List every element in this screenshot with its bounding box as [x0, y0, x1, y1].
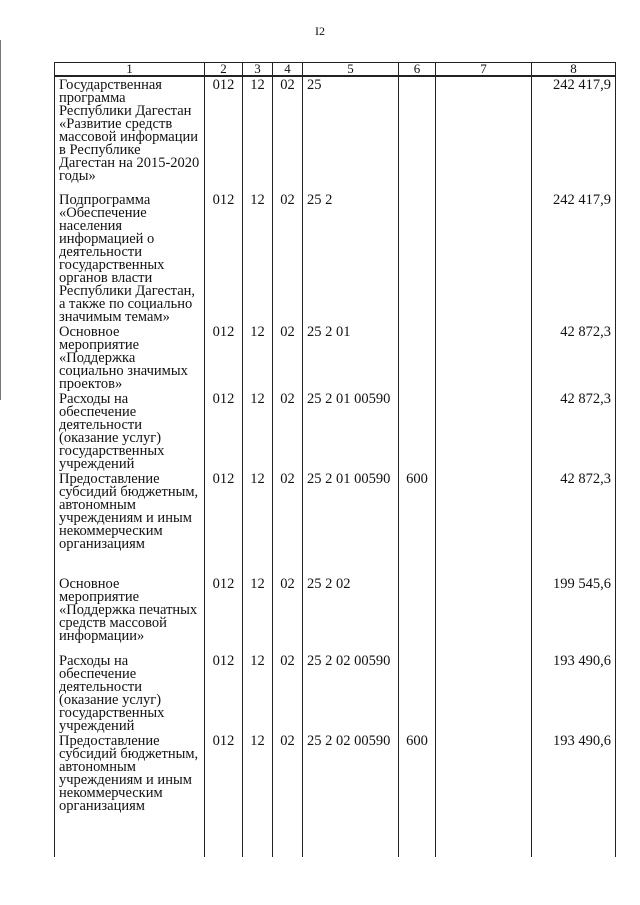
amount-value: 42 872,3	[532, 471, 616, 576]
column-header: 8	[532, 63, 616, 77]
empty-cell	[55, 825, 205, 857]
subsection-code: 02	[273, 76, 303, 192]
amount-value: 193 490,6	[532, 733, 616, 825]
column-7-cell	[436, 324, 532, 391]
expense-type-code	[399, 653, 436, 733]
table-row	[55, 76, 616, 192]
subsection-code: 02	[273, 391, 303, 471]
column-header: 4	[273, 63, 303, 77]
table-row	[55, 324, 616, 391]
column-header: 6	[399, 63, 436, 77]
amount-value: 193 490,6	[532, 653, 616, 733]
subsection-code: 02	[273, 653, 303, 733]
page-number: I2	[315, 24, 325, 38]
expense-type-code	[399, 391, 436, 471]
section-code: 12	[243, 192, 273, 324]
empty-cell	[243, 825, 273, 857]
ministry-code: 012	[205, 733, 243, 825]
column-7-cell	[436, 192, 532, 324]
table-row	[55, 576, 616, 653]
row-name: Расходы на обеспечение деятельности (оказание услуг) государственных учреждений	[55, 653, 205, 733]
empty-cell	[399, 825, 436, 857]
ministry-code: 012	[205, 324, 243, 391]
scan-edge-line	[0, 40, 1, 400]
ministry-code: 012	[205, 653, 243, 733]
ministry-code: 012	[205, 192, 243, 324]
column-header: 5	[303, 63, 399, 77]
subsection-code: 02	[273, 733, 303, 825]
table-row	[55, 653, 616, 733]
table-row	[55, 192, 616, 324]
subsection-code: 02	[273, 471, 303, 576]
subsection-code: 02	[273, 576, 303, 653]
target-article-code: 25 2 01	[303, 324, 399, 391]
row-name: Расходы на обеспечение деятельности (оказание услуг) государственных учреждений	[55, 391, 205, 471]
expense-type-code: 600	[399, 471, 436, 576]
table-trailing-space	[55, 825, 616, 857]
ministry-code: 012	[205, 391, 243, 471]
column-7-cell	[436, 733, 532, 825]
ministry-code: 012	[205, 76, 243, 192]
amount-value: 242 417,9	[532, 192, 616, 324]
amount-value: 242 417,9	[532, 76, 616, 192]
target-article-code: 25 2 02	[303, 576, 399, 653]
empty-cell	[303, 825, 399, 857]
empty-cell	[205, 825, 243, 857]
target-article-code: 25 2	[303, 192, 399, 324]
section-code: 12	[243, 733, 273, 825]
target-article-code: 25 2 02 00590	[303, 733, 399, 825]
expense-type-code: 600	[399, 733, 436, 825]
column-7-cell	[436, 576, 532, 653]
target-article-code: 25 2 01 00590	[303, 471, 399, 576]
row-name: Предоставление субсидий бюджетным, автономным учреждениям и иным некоммерческим организациям	[55, 733, 205, 825]
row-name: Основное мероприятие «Поддержка печатных средств массовой информации»	[55, 576, 205, 653]
header-row	[55, 63, 616, 77]
row-name: Основное мероприятие «Поддержка социально значимых проектов»	[55, 324, 205, 391]
target-article-code: 25	[303, 76, 399, 192]
subsection-code: 02	[273, 192, 303, 324]
column-header: 2	[205, 63, 243, 77]
column-7-cell	[436, 76, 532, 192]
expense-type-code	[399, 76, 436, 192]
column-header: 7	[436, 63, 532, 77]
amount-value: 42 872,3	[532, 391, 616, 471]
table-row	[55, 391, 616, 471]
amount-value: 42 872,3	[532, 324, 616, 391]
empty-cell	[532, 825, 616, 857]
empty-cell	[273, 825, 303, 857]
column-7-cell	[436, 471, 532, 576]
table-row	[55, 733, 616, 825]
budget-table	[54, 62, 616, 857]
target-article-code: 25 2 02 00590	[303, 653, 399, 733]
subsection-code: 02	[273, 324, 303, 391]
expense-type-code	[399, 192, 436, 324]
ministry-code: 012	[205, 471, 243, 576]
amount-value: 199 545,6	[532, 576, 616, 653]
row-name: Государственная программа Республики Дагестан «Развитие средств массовой информации в Республике Дагестан на 2015-2020 годы»	[55, 76, 205, 192]
column-7-cell	[436, 391, 532, 471]
column-header: 3	[243, 63, 273, 77]
ministry-code: 012	[205, 576, 243, 653]
expense-type-code	[399, 576, 436, 653]
target-article-code: 25 2 01 00590	[303, 391, 399, 471]
row-name: Предоставление субсидий бюджетным, автономным учреждениям и иным некоммерческим организациям	[55, 471, 205, 576]
section-code: 12	[243, 391, 273, 471]
row-name: Подпрограмма «Обеспечение населения информацией о деятельности государственных органов власти Республики Дагестан, а также по социально значимым темам»	[55, 192, 205, 324]
section-code: 12	[243, 576, 273, 653]
section-code: 12	[243, 76, 273, 192]
column-header: 1	[55, 63, 205, 77]
section-code: 12	[243, 324, 273, 391]
section-code: 12	[243, 653, 273, 733]
expense-type-code	[399, 324, 436, 391]
table-row	[55, 471, 616, 576]
column-7-cell	[436, 653, 532, 733]
empty-cell	[436, 825, 532, 857]
section-code: 12	[243, 471, 273, 576]
